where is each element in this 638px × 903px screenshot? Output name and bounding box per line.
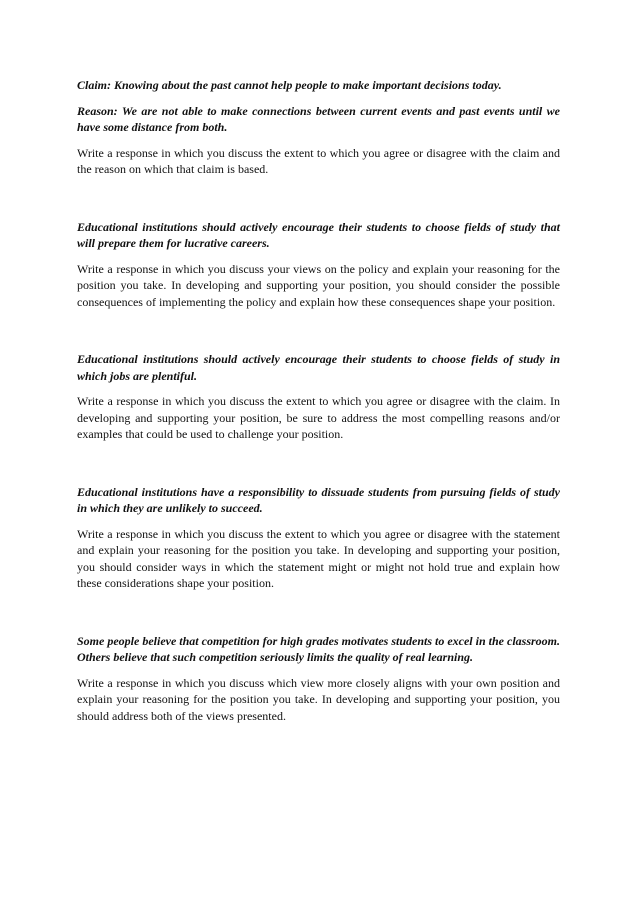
prompt-5: [77, 633, 560, 725]
prompt-instruction: Write a response in which you discuss the extent to which you agree or disagree with the claim. In developing and supporting your position, be sure to address the most compelling reasons and/or examples that could be used to challenge your position.: [77, 394, 560, 441]
prompt-4: [77, 484, 560, 592]
prompt-claim: Claim: Knowing about the past cannot help people to make important decisions today.: [77, 78, 502, 92]
prompt-instruction: Write a response in which you discuss the extent to which you agree or disagree with the statement and explain your reasoning for the position you take. In developing and supporting your position, you should consider ways in which the statement might or might not hold true and explain how these considerations shape your position.: [77, 526, 560, 590]
prompt-statement: Educational institutions should actively encourage their students to choose fields of study in which jobs are plentiful.: [77, 352, 560, 383]
prompt-statement: Educational institutions have a responsibility to dissuade students from pursuing fields of study in which they are unlikely to succeed.: [77, 484, 560, 515]
prompt-1: [77, 77, 560, 178]
prompt-statement: Some people believe that competition for high grades motivates students to excel in the classroom. Others believe that such competition seriously limits the quality of real learning.: [77, 633, 560, 664]
document-content: [77, 77, 560, 724]
prompt-2: [77, 219, 560, 311]
prompt-reason: Reason: We are not able to make connections between current events and past events until we have some distance from both.: [77, 103, 560, 134]
prompt-instruction: Write a response in which you discuss which view more closely aligns with your own position and explain your reasoning for the position you take. In developing and supporting your position, you should address both of the views presented.: [77, 675, 560, 723]
prompt-instruction: Write a response in which you discuss your views on the policy and explain your reasoning for the position you take. In developing and supporting your position, you should consider the possible consequences of implementing the policy and explain how these consequences shape your position.: [77, 261, 560, 309]
prompt-statement: Educational institutions should actively encourage their students to choose fields of study that will prepare them for lucrative careers.: [77, 219, 560, 250]
prompt-3: [77, 351, 560, 443]
prompt-instruction: Write a response in which you discuss the extent to which you agree or disagree with the claim and the reason on which that claim is based.: [77, 145, 560, 176]
